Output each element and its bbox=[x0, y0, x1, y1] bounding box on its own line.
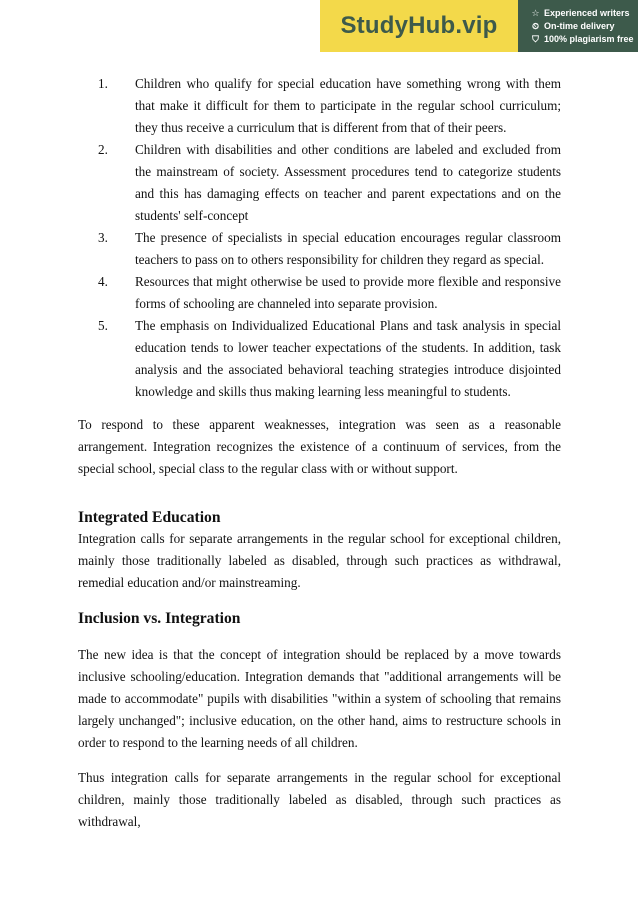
integrated-education-heading: Integrated Education bbox=[78, 509, 221, 526]
inclusion-paragraph: The new idea is that the concept of integration should be replaced by a move towards inclusive schooling/education. Integration demands that "additional arrangements will be made to accommodate" pupils with disabilities "within a system of schooling that remains largely unchanged"; inclusive education, on the other hand, aims to restructure schools in order to respond to the learning needs of all children. bbox=[78, 647, 561, 750]
list-item bbox=[78, 271, 561, 315]
feature-list bbox=[518, 7, 638, 46]
document-body bbox=[78, 73, 561, 833]
list-item-text: The presence of specialists in special education encourages regular classroom teachers to pass on to others responsibility for children they regard as special. bbox=[135, 230, 561, 267]
feature-label: 100% plagiarism free bbox=[544, 33, 634, 44]
feature-on-time-delivery bbox=[530, 20, 638, 33]
list-number: 4. bbox=[98, 274, 108, 289]
list-number: 2. bbox=[98, 142, 108, 157]
list-item bbox=[78, 139, 561, 227]
weakness-paragraph: To respond to these apparent weaknesses, integration was seen as a reasonable arrangement. Integration recognizes the existence of a continuum of services, from the special school, special class to the regular class with or without support. bbox=[78, 417, 561, 476]
list-item bbox=[78, 315, 561, 403]
list-item-text: Children who qualify for special education have something wrong with them that make it difficult for them to participate in the regular school curriculum; they thus receive a curriculum that is different from that of their peers. bbox=[135, 76, 561, 135]
studyhub-logo[interactable]: StudyHub.vip bbox=[340, 12, 498, 39]
list-item-text: The emphasis on Individualized Educational Plans and task analysis in special education tends to lower teacher expectations of the students. In addition, task analysis and the associated behavioral teaching strategies introduce disjointed knowledge and skills thus making learning less meaningful to students. bbox=[135, 318, 561, 399]
shield-icon: ⛉ bbox=[532, 33, 539, 44]
list-item-text: Children with disabilities and other conditions are labeled and excluded from the mainstream of society. Assessment procedures tend to categorize students and this has damaging effects on teacher and parent expectations and on the students' self-concept bbox=[135, 142, 561, 223]
inclusion-vs-integration-heading: Inclusion vs. Integration bbox=[78, 610, 241, 627]
star-icon: ☆ bbox=[531, 7, 540, 18]
feature-label: Experienced writers bbox=[544, 7, 630, 18]
clock-icon: ⏲ bbox=[531, 20, 540, 31]
studyhub-banner[interactable] bbox=[320, 0, 638, 52]
list-number: 5. bbox=[98, 318, 108, 333]
logo-box[interactable] bbox=[320, 0, 518, 52]
list-number: 3. bbox=[98, 230, 108, 245]
criticism-list bbox=[78, 73, 561, 403]
list-number: 1. bbox=[98, 76, 108, 91]
integrated-education-paragraph: Integration calls for separate arrangements in the regular school for exceptional children, mainly those traditionally labeled as disabled, through such practices as withdrawal, remedial education and/or mainstreaming. bbox=[78, 531, 561, 590]
feature-label: On-time delivery bbox=[544, 20, 615, 31]
list-item-text: Resources that might otherwise be used to provide more flexible and responsive forms of schooling are channeled into separate provision. bbox=[135, 274, 561, 311]
feature-plagiarism-free bbox=[530, 33, 638, 46]
list-item bbox=[78, 73, 561, 139]
thus-integration-paragraph: Thus integration calls for separate arrangements in the regular school for exceptional children, mainly those traditionally labeled as disabled, through such practices as withdrawal, bbox=[78, 770, 561, 829]
feature-experienced-writers bbox=[530, 7, 638, 20]
list-item bbox=[78, 227, 561, 271]
